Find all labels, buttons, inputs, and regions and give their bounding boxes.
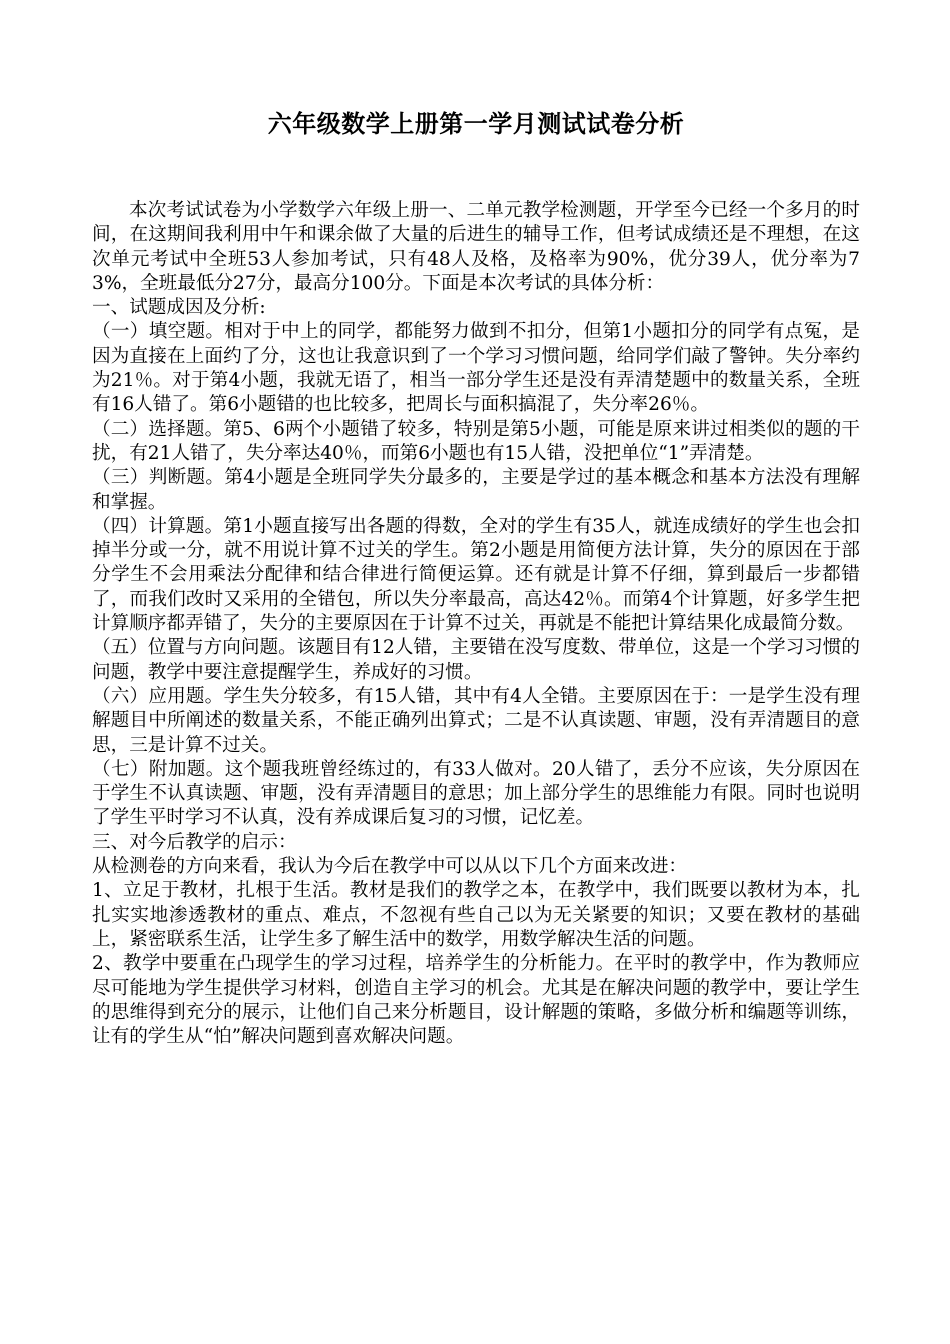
document-title: 六年级数学上册第一学月测试试卷分析 bbox=[267, 109, 685, 138]
item-fill-in-blank: （一）填空题。相对于中上的同学，都能努力做到不扣分，但第1小题扣分的同学有点冤，是因为直接在上面约了分，这也让我意识到了一个学习习惯问题，给同学们敲了警钟。失分率约为21％。对于第4小题，我就无语了，相当一部分学生还是没有弄清楚题中的数量关系，全班有16人错了。第6小题错的也比较多，把周长与面积搞混了，失分率26％。 bbox=[92, 321, 860, 416]
item-calculation: （四）计算题。第1小题直接写出各题的得数，全对的学生有35人，就连成绩好的学生也会扣掉半分或一分，就不用说计算不过关的学生。第2小题是用简便方法计算，失分的原因在于部分学生不会用乘法分配律和结合律进行简便运算。还有就是计算不仔细，算到最后一步都错了，而我们改时又采用的全错包，所以失分率最高，高达42％。而第4个计算题，好多学生把计算顺序都弄错了，失分的主要原因在于计算不过关，再就是不能把计算结果化成最简分数。 bbox=[92, 515, 860, 635]
item-bonus-question: （七）附加题。这个题我班曾经练过的，有33人做对。20人错了，丢分不应该，失分原因在于学生不认真读题、审题，没有弄清题目的意思；加上部分学生的思维能力有限。同时也说明了学生平时学习不认真，没有养成课后复习的习惯，记忆差。 bbox=[92, 758, 860, 829]
implication-point-2: 2、教学中要重在凸现学生的学习过程，培养学生的分析能力。在平时的教学中，作为教师应尽可能地为学生提供学习材料，创造自主学习的机会。尤其是在解决问题的教学中，要让学生的思维得到充分的展示，让他们自己来分析题目，设计解题的策略，多做分析和编题等训练，让有的学生从“怕”解决问题到喜欢解决问题。 bbox=[92, 953, 860, 1048]
item-true-false: （三）判断题。第4小题是全班同学失分最多的，主要是学过的基本概念和基本方法没有理解和掌握。 bbox=[92, 467, 860, 513]
implications-intro: 从检测卷的方向来看，我认为今后在教学中可以从以下几个方面来改进： bbox=[92, 856, 688, 878]
item-word-problems: （六）应用题。学生失分较多，有15人错，其中有4人全错。主要原因在于：一是学生没有理解题目中所阐述的数量关系，不能正确列出算式；二是不认真读题、审题，没有弄清题目的意思，三是计算不过关。 bbox=[92, 685, 860, 756]
intro-paragraph: 本次考试试卷为小学数学六年级上册一、二单元教学检测题，开学至今已经一个多月的时间，在这期间我利用中午和课余做了大量的后进生的辅导工作，但考试成绩还是不理想，在这次单元考试中全班53人参加考试，只有48人及格，及格率为90%，优分39人，优分率为73%，全班最低分27分，最高分100分。下面是本次考试的具体分析： bbox=[92, 200, 860, 294]
item-position-direction: （五）位置与方向问题。该题目有12人错，主要错在没写度数、带单位，这是一个学习习惯的问题，教学中要注意提醒学生，养成好的习惯。 bbox=[92, 637, 860, 683]
item-multiple-choice: （二）选择题。第5、6两个小题错了较多，特别是第5小题，可能是原来讲过相类似的题的干扰，有21人错了，失分率达40％，而第6小题也有15人错，没把单位“1”弄清楚。 bbox=[92, 418, 860, 464]
section-heading-analysis: 一、试题成因及分析: bbox=[92, 297, 266, 319]
implication-point-1: 1、立足于教材，扎根于生活。教材是我们的教学之本，在教学中，我们既要以教材为本，扎扎实实地渗透教材的重点、难点，不忽视有些自己以为无关紧要的知识；又要在教材的基础上，紧密联系生活，让学生多了解生活中的数学，用数学解决生活的问题。 bbox=[92, 880, 860, 950]
section-heading-implications: 三、对今后教学的启示： bbox=[92, 831, 297, 853]
document-body bbox=[92, 199, 860, 1049]
